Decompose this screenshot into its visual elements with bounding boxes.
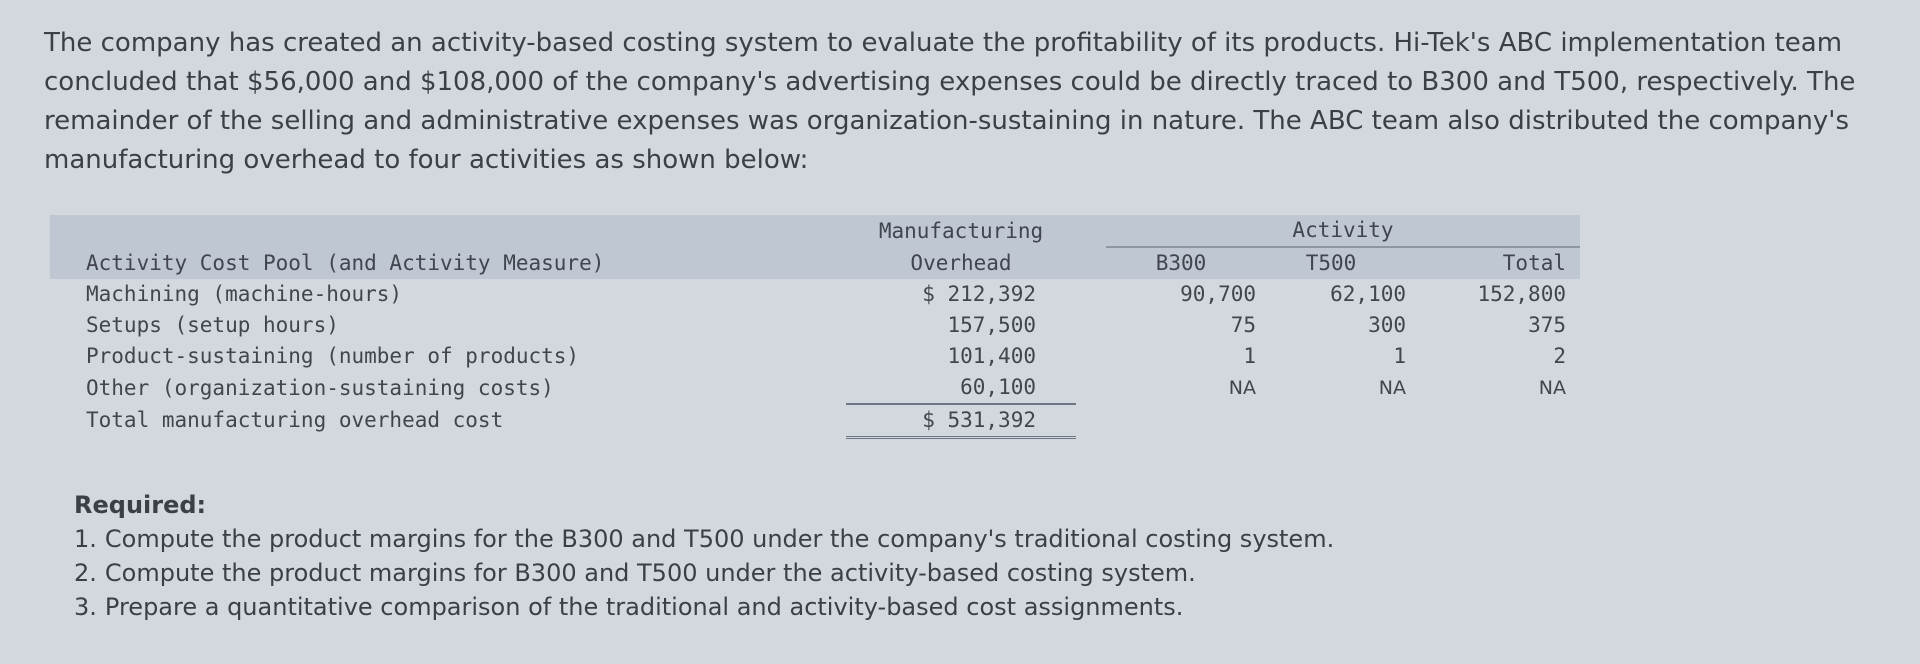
intro-paragraph: The company has created an activity-based costing system to evaluate the profitability of its products. Hi-Tek's ABC implementation team concluded that $56,000 and $108,000 of the company's advertising expenses could be directly traced to B300 and T500, respectively. The remainder of the selling and administrative expenses was organization-sustaining in nature. The ABC team also distributed the company's manufacturing overhead to four activities as shown below: <box>44 28 1856 175</box>
b300-value: 1 <box>1243 344 1256 368</box>
t500-value: NA <box>1378 376 1406 399</box>
item-text: Compute the product margins for B300 and T500 under the activity-based costing system. <box>104 559 1196 587</box>
b300-value: NA <box>1228 376 1256 399</box>
table-row <box>50 372 1580 404</box>
t500-value: 62,100 <box>1330 282 1406 306</box>
required-title: Required: <box>74 491 207 519</box>
header-activity: Activity <box>1106 215 1580 247</box>
header-cost-pool: Activity Cost Pool (and Activity Measure) <box>50 247 846 279</box>
header-total: Total <box>1406 247 1580 279</box>
total-value: 2 <box>1553 344 1566 368</box>
header-t500: T500 <box>1256 247 1406 279</box>
item-text: Prepare a quantitative comparison of the traditional and activity-based cost assignments. <box>104 593 1184 621</box>
header-b300: B300 <box>1106 247 1256 279</box>
list-item <box>74 590 1574 624</box>
header-overhead: Overhead <box>846 247 1076 279</box>
list-item <box>74 556 1574 590</box>
total-value: 152,800 <box>1477 282 1566 306</box>
item-text: Compute the product margins for the B300 and T500 under the company's traditional costing system. <box>104 525 1335 553</box>
overhead-value: 60,100 <box>960 375 1036 399</box>
table-row <box>50 341 1580 372</box>
problem-statement <box>44 24 1904 180</box>
t500-value: 1 <box>1393 344 1406 368</box>
list-item <box>74 522 1574 556</box>
total-value: NA <box>1538 376 1566 399</box>
header-manufacturing: Manufacturing <box>846 215 1076 247</box>
total-label: Total manufacturing overhead cost <box>86 408 504 433</box>
cost-pool-label: Other (organization-sustaining costs) <box>86 375 554 400</box>
cost-pool-label: Machining (machine-hours) <box>86 282 403 306</box>
total-overhead-value: $ 531,392 <box>922 408 1036 432</box>
overhead-activity-table <box>50 215 1580 439</box>
total-value: 375 <box>1528 313 1566 337</box>
cost-pool-label: Setups (setup hours) <box>86 313 339 337</box>
t500-value: 300 <box>1368 313 1406 337</box>
b300-value: 90,700 <box>1180 282 1256 306</box>
table-row <box>50 310 1580 341</box>
table-row <box>50 279 1580 310</box>
overhead-value: 157,500 <box>947 313 1036 337</box>
required-section <box>74 488 1574 624</box>
b300-value: 75 <box>1230 313 1256 337</box>
item-number: 3. <box>74 593 97 621</box>
item-number: 1. <box>74 525 97 553</box>
total-row <box>50 404 1580 438</box>
overhead-value: 101,400 <box>947 344 1036 368</box>
required-list <box>74 522 1574 624</box>
overhead-value: $ 212,392 <box>922 282 1036 306</box>
table-header-row-bottom <box>50 247 1580 279</box>
table-header-row-top <box>50 215 1580 247</box>
cost-pool-label: Product-sustaining (number of products) <box>86 344 580 368</box>
item-number: 2. <box>74 559 97 587</box>
